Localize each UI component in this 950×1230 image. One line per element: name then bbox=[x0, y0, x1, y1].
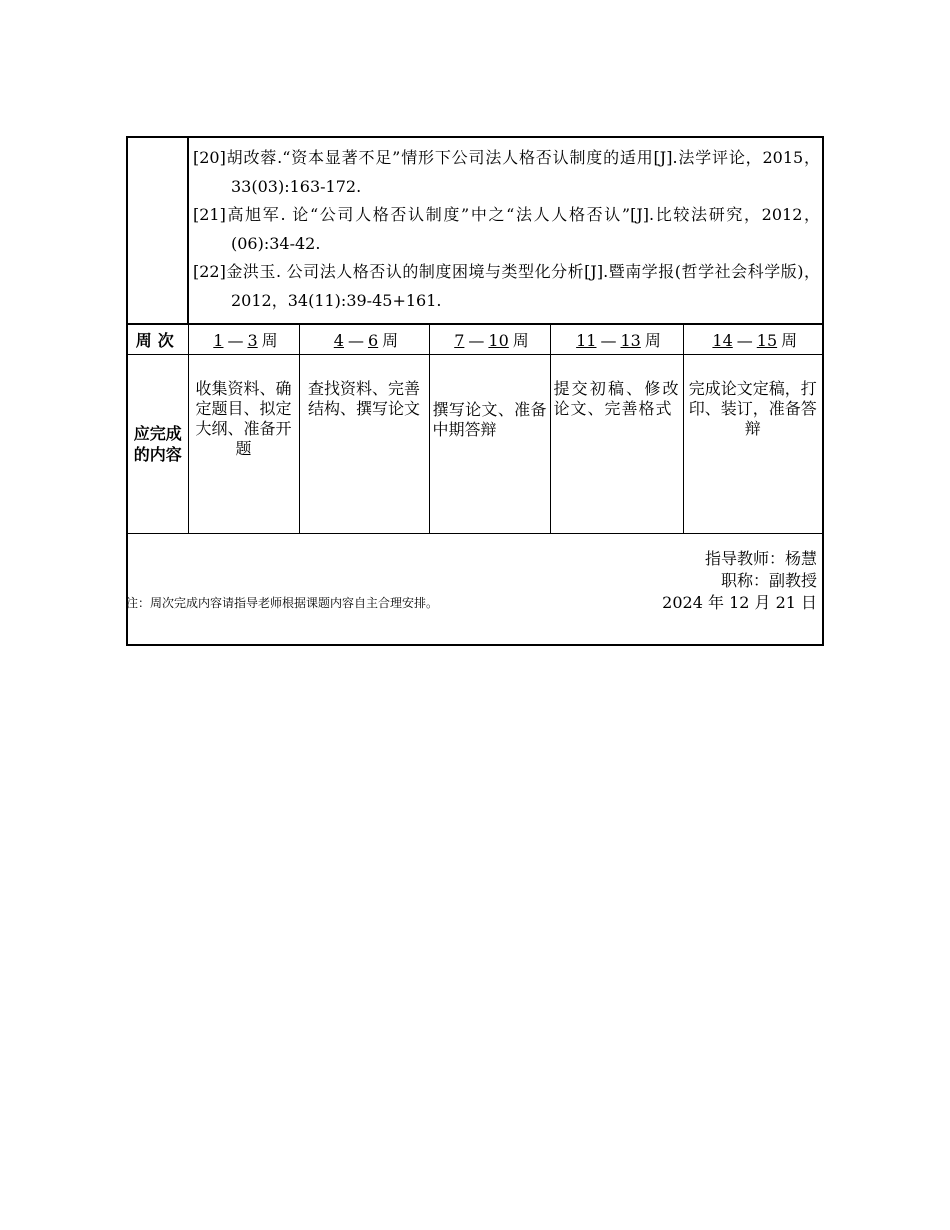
week-start: 14 bbox=[712, 331, 733, 350]
week-label: 周次 bbox=[128, 324, 188, 355]
week-end: 3 bbox=[247, 331, 258, 350]
advisor-name: 指导教师：杨慧 bbox=[705, 549, 818, 568]
week-separator: — bbox=[736, 331, 753, 350]
week-unit: 周 bbox=[781, 331, 798, 350]
advisor-title: 职称：副教授 bbox=[721, 571, 818, 590]
reference-item: [22]金洪玉. 公司法人格否认的制度困境与类型化分析[J].暨南学报(哲学社会科学版)，2012，34(11):39-45+161. bbox=[193, 262, 821, 310]
references-list bbox=[188, 138, 822, 324]
week-separator: — bbox=[227, 331, 244, 350]
week-content: 收集资料、确定题目、拟定大纲、准备开题 bbox=[188, 355, 299, 534]
references-label-cell bbox=[128, 138, 188, 324]
week-start: 4 bbox=[333, 331, 344, 350]
signature-date: 2024 年 12 月 21 日 bbox=[662, 593, 818, 612]
week-start: 7 bbox=[454, 331, 465, 350]
content-label: 应完成的内容 bbox=[128, 355, 188, 534]
week-separator: — bbox=[347, 331, 364, 350]
week-range bbox=[188, 324, 299, 355]
week-range bbox=[299, 324, 429, 355]
week-unit: 周 bbox=[644, 331, 661, 350]
week-range bbox=[550, 324, 683, 355]
week-start: 11 bbox=[576, 331, 597, 350]
footnote: 注：周次完成内容请指导老师根据课题内容自主合理安排。 bbox=[126, 596, 439, 610]
week-content: 查找资料、完善结构、撰写论文 bbox=[299, 355, 429, 534]
week-unit: 周 bbox=[382, 331, 399, 350]
week-unit: 周 bbox=[261, 331, 278, 350]
week-row bbox=[128, 324, 822, 355]
week-end: 13 bbox=[620, 331, 641, 350]
week-content: 撰写论文、准备中期答辩 bbox=[429, 355, 550, 534]
week-separator: — bbox=[600, 331, 617, 350]
week-end: 6 bbox=[367, 331, 379, 350]
week-separator: — bbox=[468, 331, 485, 350]
week-content: 完成论文定稿，打印、装订，准备答辩 bbox=[683, 355, 822, 534]
week-end: 10 bbox=[488, 331, 509, 350]
week-range bbox=[429, 324, 550, 355]
week-unit: 周 bbox=[512, 331, 529, 350]
task-table bbox=[126, 136, 824, 646]
week-start: 1 bbox=[213, 331, 224, 350]
week-content: 提交初稿、修改论文、完善格式 bbox=[550, 355, 683, 534]
signature-block bbox=[128, 534, 822, 645]
reference-item: [20]胡改蓉.“资本显著不足”情形下公司法人格否认制度的适用[J].法学评论，2015，33(03):163-172. bbox=[193, 148, 821, 196]
signature-row bbox=[128, 534, 822, 645]
references-row bbox=[128, 138, 822, 324]
week-range bbox=[683, 324, 822, 355]
schedule-table bbox=[128, 138, 822, 644]
content-row bbox=[128, 355, 822, 534]
reference-item: [21]高旭军. 论“公司人格否认制度”中之“法人人格否认”[J].比较法研究，2012，(06):34-42. bbox=[193, 205, 821, 253]
week-end: 15 bbox=[756, 331, 778, 350]
